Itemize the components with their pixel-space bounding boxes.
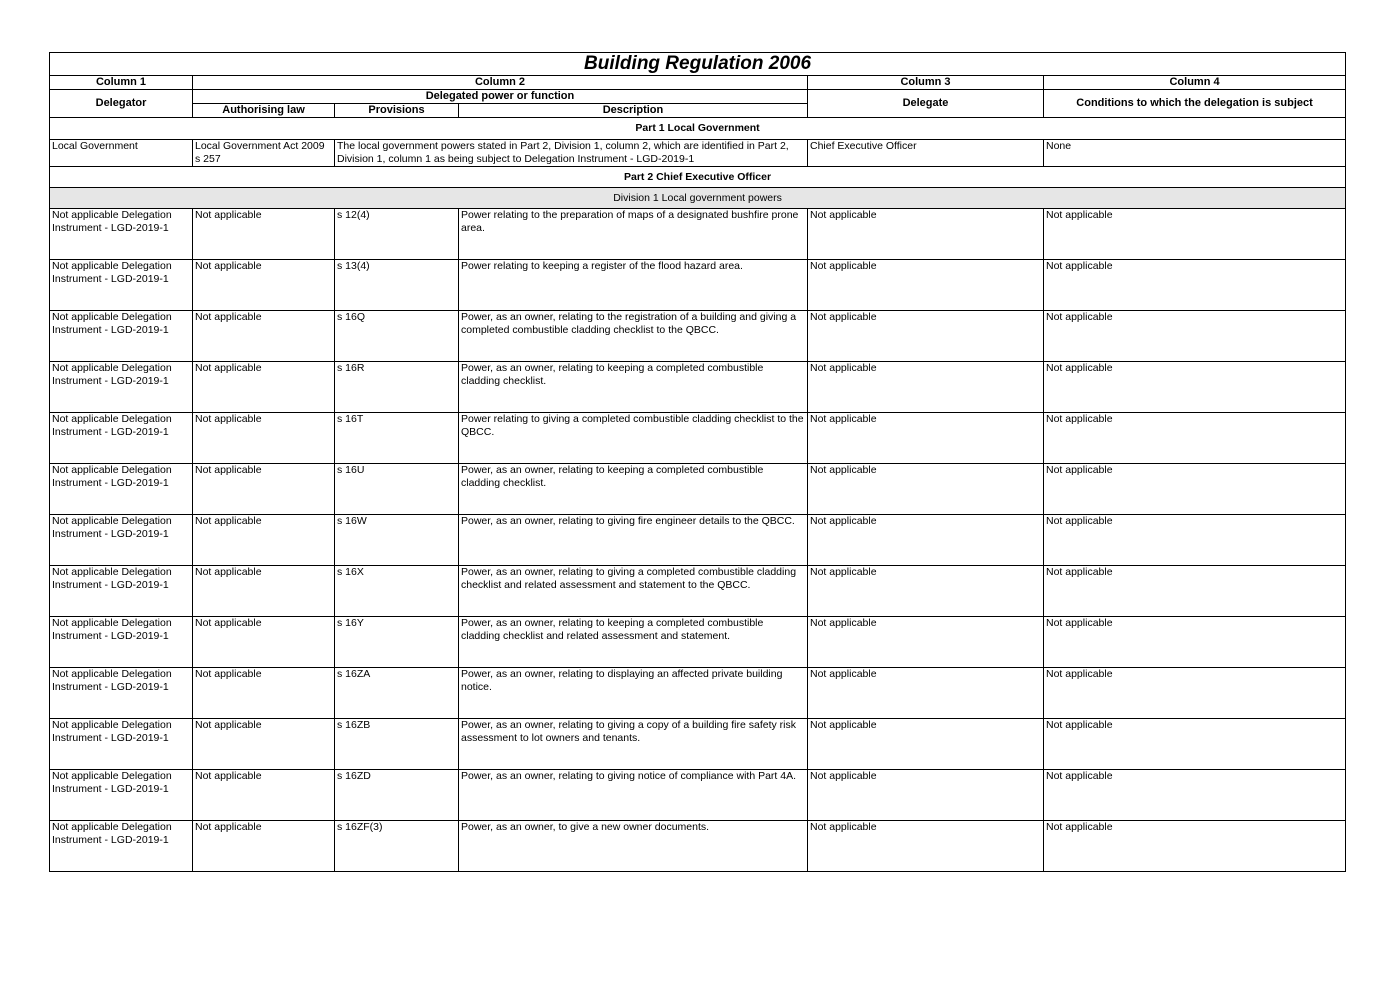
provisions-header: Provisions bbox=[335, 104, 459, 118]
conditions-cell: Not applicable bbox=[1044, 413, 1346, 464]
delegator-cell: Not applicable Delegation Instrument - LGD-2019-1 bbox=[50, 515, 193, 566]
conditions-cell: Not applicable bbox=[1044, 770, 1346, 821]
table-row bbox=[50, 362, 1346, 413]
delegator-cell: Not applicable Delegation Instrument - LGD-2019-1 bbox=[50, 311, 193, 362]
provision-cell: s 16T bbox=[335, 413, 459, 464]
authorising-law-cell: Not applicable bbox=[193, 515, 335, 566]
delegator-cell: Not applicable Delegation Instrument - LGD-2019-1 bbox=[50, 464, 193, 515]
delegate-header: Delegate bbox=[808, 90, 1044, 118]
conditions-cell: Not applicable bbox=[1044, 821, 1346, 872]
table-row bbox=[50, 719, 1346, 770]
authorising-law-cell: Not applicable bbox=[193, 362, 335, 413]
description-cell: Power, as an owner, relating to giving notice of compliance with Part 4A. bbox=[459, 770, 808, 821]
conditions-cell: Not applicable bbox=[1044, 668, 1346, 719]
part-1-heading: Part 1 Local Government bbox=[50, 118, 1346, 140]
delegator-cell: Not applicable Delegation Instrument - LGD-2019-1 bbox=[50, 770, 193, 821]
provision-cell: s 16X bbox=[335, 566, 459, 617]
table-row bbox=[50, 617, 1346, 668]
column-3-header: Column 3 bbox=[808, 76, 1044, 90]
authorising-law-cell: Not applicable bbox=[193, 719, 335, 770]
delegator-cell: Not applicable Delegation Instrument - LGD-2019-1 bbox=[50, 821, 193, 872]
conditions-cell: Not applicable bbox=[1044, 260, 1346, 311]
authorising-law-cell: Not applicable bbox=[193, 821, 335, 872]
authorising-law-cell: Not applicable bbox=[193, 413, 335, 464]
part-1-description: The local government powers stated in Part 2, Division 1, column 2, which are identified in Part 2, Division 1, column 1 as being subject to Delegation Instrument - LGD-2019-1 bbox=[335, 140, 808, 167]
conditions-cell: Not applicable bbox=[1044, 617, 1346, 668]
provision-cell: s 16ZF(3) bbox=[335, 821, 459, 872]
column-1-header: Column 1 bbox=[50, 76, 193, 90]
authorising-law-cell: Not applicable bbox=[193, 617, 335, 668]
table-row bbox=[50, 821, 1346, 872]
conditions-cell: Not applicable bbox=[1044, 209, 1346, 260]
delegate-cell: Not applicable bbox=[808, 821, 1044, 872]
part-1-delegate: Chief Executive Officer bbox=[808, 140, 1044, 167]
table-row bbox=[50, 566, 1346, 617]
table-row bbox=[50, 413, 1346, 464]
delegator-cell: Not applicable Delegation Instrument - LGD-2019-1 bbox=[50, 260, 193, 311]
conditions-cell: Not applicable bbox=[1044, 311, 1346, 362]
description-cell: Power, as an owner, relating to keeping a completed combustible cladding checklist and related assessment and statement. bbox=[459, 617, 808, 668]
delegate-cell: Not applicable bbox=[808, 566, 1044, 617]
provision-cell: s 16Y bbox=[335, 617, 459, 668]
description-cell: Power relating to giving a completed combustible cladding checklist to the QBCC. bbox=[459, 413, 808, 464]
delegate-cell: Not applicable bbox=[808, 311, 1044, 362]
description-cell: Power, as an owner, relating to keeping a completed combustible cladding checklist. bbox=[459, 464, 808, 515]
delegate-cell: Not applicable bbox=[808, 719, 1044, 770]
provision-cell: s 16R bbox=[335, 362, 459, 413]
table-row bbox=[50, 668, 1346, 719]
conditions-cell: Not applicable bbox=[1044, 464, 1346, 515]
delegate-cell: Not applicable bbox=[808, 668, 1044, 719]
conditions-header: Conditions to which the delegation is subject bbox=[1044, 90, 1346, 118]
table-row bbox=[50, 209, 1346, 260]
description-cell: Power, as an owner, relating to giving fire engineer details to the QBCC. bbox=[459, 515, 808, 566]
delegate-cell: Not applicable bbox=[808, 413, 1044, 464]
table-row bbox=[50, 770, 1346, 821]
table-row bbox=[50, 260, 1346, 311]
column-2-header: Column 2 bbox=[193, 76, 808, 90]
part-1-conditions: None bbox=[1044, 140, 1346, 167]
provision-cell: s 12(4) bbox=[335, 209, 459, 260]
delegator-cell: Not applicable Delegation Instrument - LGD-2019-1 bbox=[50, 719, 193, 770]
authorising-law-cell: Not applicable bbox=[193, 464, 335, 515]
provision-cell: s 16W bbox=[335, 515, 459, 566]
description-cell: Power, as an owner, relating to giving a copy of a building fire safety risk assessment to lot owners and tenants. bbox=[459, 719, 808, 770]
part-2-heading: Part 2 Chief Executive Officer bbox=[50, 167, 1346, 188]
description-cell: Power, as an owner, relating to the registration of a building and giving a completed combustible cladding checklist to the QBCC. bbox=[459, 311, 808, 362]
authorising-law-header: Authorising law bbox=[193, 104, 335, 118]
authorising-law-cell: Not applicable bbox=[193, 566, 335, 617]
delegator-cell: Not applicable Delegation Instrument - LGD-2019-1 bbox=[50, 566, 193, 617]
provision-cell: s 16ZD bbox=[335, 770, 459, 821]
description-cell: Power relating to the preparation of maps of a designated bushfire prone area. bbox=[459, 209, 808, 260]
authorising-law-cell: Not applicable bbox=[193, 770, 335, 821]
table-row bbox=[50, 515, 1346, 566]
provision-cell: s 16Q bbox=[335, 311, 459, 362]
authorising-law-cell: Not applicable bbox=[193, 311, 335, 362]
authorising-law-cell: Not applicable bbox=[193, 260, 335, 311]
column-4-header: Column 4 bbox=[1044, 76, 1346, 90]
delegation-table bbox=[49, 52, 1346, 872]
provision-cell: s 16U bbox=[335, 464, 459, 515]
provision-cell: s 13(4) bbox=[335, 260, 459, 311]
provision-cell: s 16ZA bbox=[335, 668, 459, 719]
part-1-delegator: Local Government bbox=[50, 140, 193, 167]
delegated-power-header: Delegated power or function bbox=[193, 90, 808, 104]
delegator-cell: Not applicable Delegation Instrument - LGD-2019-1 bbox=[50, 413, 193, 464]
delegate-cell: Not applicable bbox=[808, 515, 1044, 566]
authorising-law-cell: Not applicable bbox=[193, 668, 335, 719]
table-row bbox=[50, 311, 1346, 362]
part-1-law: Local Government Act 2009 s 257 bbox=[193, 140, 335, 167]
delegate-cell: Not applicable bbox=[808, 260, 1044, 311]
document-title: Building Regulation 2006 bbox=[50, 53, 1346, 76]
authorising-law-cell: Not applicable bbox=[193, 209, 335, 260]
provision-cell: s 16ZB bbox=[335, 719, 459, 770]
delegator-cell: Not applicable Delegation Instrument - LGD-2019-1 bbox=[50, 209, 193, 260]
delegator-cell: Not applicable Delegation Instrument - LGD-2019-1 bbox=[50, 668, 193, 719]
conditions-cell: Not applicable bbox=[1044, 719, 1346, 770]
delegator-cell: Not applicable Delegation Instrument - LGD-2019-1 bbox=[50, 617, 193, 668]
delegate-cell: Not applicable bbox=[808, 362, 1044, 413]
delegator-header: Delegator bbox=[50, 90, 193, 118]
description-cell: Power, as an owner, relating to giving a completed combustible cladding checklist and related assessment and statement to the QBCC. bbox=[459, 566, 808, 617]
table-row bbox=[50, 464, 1346, 515]
description-cell: Power relating to keeping a register of the flood hazard area. bbox=[459, 260, 808, 311]
delegator-cell: Not applicable Delegation Instrument - LGD-2019-1 bbox=[50, 362, 193, 413]
conditions-cell: Not applicable bbox=[1044, 362, 1346, 413]
delegate-cell: Not applicable bbox=[808, 770, 1044, 821]
delegate-cell: Not applicable bbox=[808, 464, 1044, 515]
description-header: Description bbox=[459, 104, 808, 118]
description-cell: Power, as an owner, relating to displaying an affected private building notice. bbox=[459, 668, 808, 719]
delegate-cell: Not applicable bbox=[808, 617, 1044, 668]
division-1-heading: Division 1 Local government powers bbox=[50, 188, 1346, 209]
description-cell: Power, as an owner, to give a new owner documents. bbox=[459, 821, 808, 872]
conditions-cell: Not applicable bbox=[1044, 566, 1346, 617]
description-cell: Power, as an owner, relating to keeping a completed combustible cladding checklist. bbox=[459, 362, 808, 413]
conditions-cell: Not applicable bbox=[1044, 515, 1346, 566]
delegate-cell: Not applicable bbox=[808, 209, 1044, 260]
